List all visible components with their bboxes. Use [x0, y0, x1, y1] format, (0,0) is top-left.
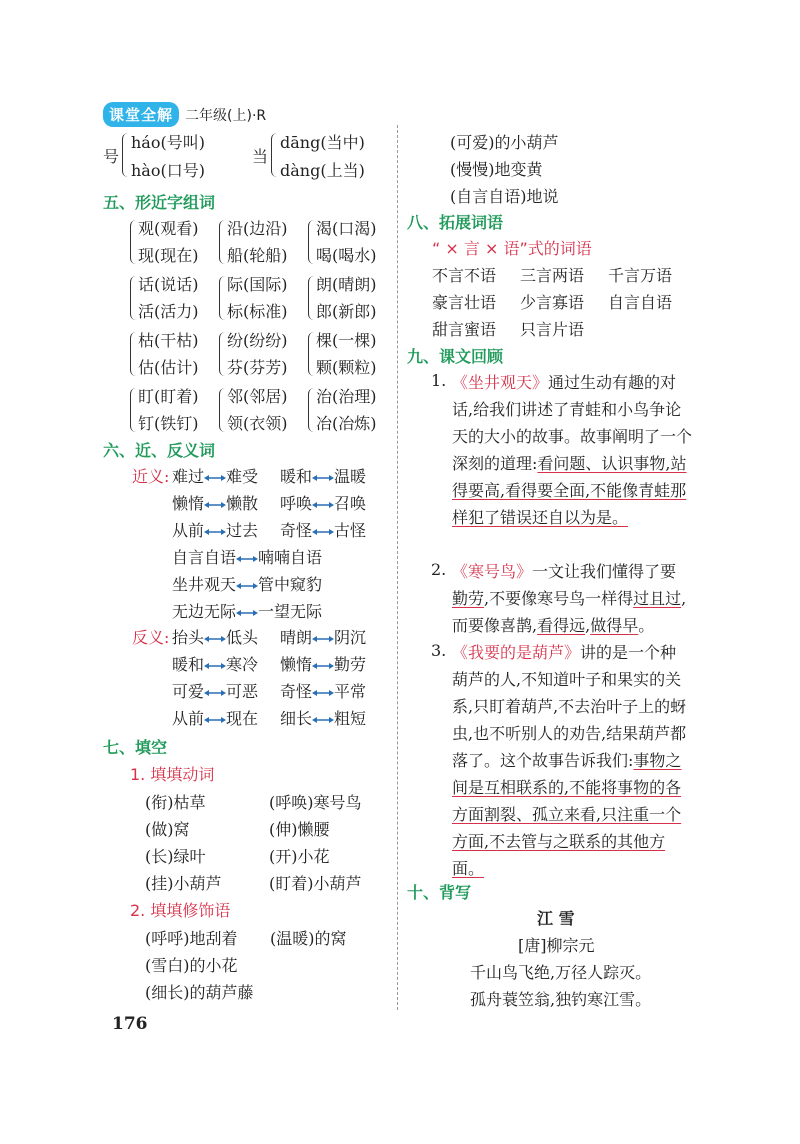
- word: 懒惰: [172, 494, 205, 513]
- similar-char-word: 纷(纷纷): [227, 331, 288, 350]
- double-arrow-icon: [204, 473, 226, 483]
- word: 喃喃自语: [258, 548, 323, 567]
- poem-title: 江 雪: [537, 909, 575, 928]
- word-pair: [280, 706, 366, 729]
- modifier-fill: (自言自语)地说: [450, 187, 559, 206]
- word: 晴朗: [280, 628, 313, 647]
- review-key-point: 勤劳: [452, 589, 485, 608]
- double-arrow-icon: [204, 634, 226, 644]
- section-7-title: 七、填空: [103, 738, 168, 757]
- verb-fill: (长)绿叶: [145, 847, 206, 866]
- brace: [308, 220, 315, 264]
- section-5-title: 五、形近字组词: [103, 193, 216, 212]
- similar-char-word: 估(估计): [138, 358, 199, 377]
- similar-char-word: 治(治理): [316, 387, 377, 406]
- idiom-word: 自言自语: [608, 293, 673, 312]
- double-arrow-icon: [312, 688, 334, 698]
- word-pair: [280, 518, 366, 541]
- brace: [130, 388, 137, 432]
- word: 平常: [334, 682, 367, 701]
- modifier-fill: (雪白)的小花: [145, 956, 238, 975]
- word-pair: [172, 518, 258, 541]
- double-arrow-icon: [204, 661, 226, 671]
- brace: [122, 133, 129, 177]
- synonym-label: 近义:: [132, 467, 170, 486]
- word-pair: [172, 572, 322, 595]
- review-num-3: 3.: [431, 641, 447, 660]
- review-key-point: 看得远: [537, 616, 586, 635]
- word: 低头: [226, 628, 259, 647]
- word-pair: [280, 491, 366, 514]
- poly-char-dang: 当: [252, 147, 269, 166]
- poly-dang-a: dāng(当中): [280, 133, 365, 152]
- similar-char-word: 盯(盯着): [138, 387, 199, 406]
- idiom-word: 少言寡语: [520, 293, 585, 312]
- brace: [219, 220, 226, 264]
- sub-modifiers: 2. 填填修饰语: [130, 901, 231, 920]
- word: 勤劳: [334, 655, 367, 674]
- review-num-1: 1.: [431, 371, 447, 390]
- brace: [308, 332, 315, 376]
- word: 难受: [226, 467, 259, 486]
- review-paragraph-1: [452, 369, 692, 531]
- word: 温暖: [334, 467, 367, 486]
- similar-char-word: 现(现在): [138, 246, 199, 265]
- poem-line-2: 孤舟蓑笠翁,独钓寒江雪。: [470, 990, 652, 1009]
- modifier-fill: (细长)的葫芦藤: [145, 983, 254, 1002]
- similar-char-word: 朗(晴朗): [316, 275, 377, 294]
- double-arrow-icon: [312, 661, 334, 671]
- brace: [130, 276, 137, 320]
- sub-idiom-pattern: “ × 言 × 语”式的词语: [432, 239, 592, 258]
- brace: [219, 388, 226, 432]
- poly-char-hao: 号: [103, 147, 120, 166]
- similar-char-word: 芬(芬芳): [227, 358, 288, 377]
- review-key-point: 过且过: [633, 589, 682, 608]
- page-header: [103, 102, 266, 127]
- word-pair: [172, 706, 258, 729]
- review-text: 通过生动有趣的对话,给我们讲述了青蛙和小鸟争论天的大小的故事。故事阐明了一个深刻的道理:: [452, 373, 693, 473]
- word: 现在: [226, 709, 259, 728]
- verb-fill: (开)小花: [269, 847, 330, 866]
- word: 可恶: [226, 682, 259, 701]
- verb-fill: (伸)懒腰: [269, 820, 330, 839]
- word: 召唤: [334, 494, 367, 513]
- review-num-2: 2.: [431, 560, 447, 579]
- verb-fill: (盯着)小葫芦: [269, 874, 362, 893]
- word: 懒惰: [280, 655, 313, 674]
- word: 阴沉: [334, 628, 367, 647]
- brace: [219, 332, 226, 376]
- verb-fill: (衔)枯草: [145, 793, 206, 812]
- verb-fill: (做)窝: [145, 820, 190, 839]
- sub-verbs: 1. 填填动词: [130, 765, 215, 784]
- word: 坐井观天: [172, 575, 237, 594]
- book-logo: 课堂全解: [103, 102, 179, 127]
- similar-char-word: 观(观看): [138, 219, 199, 238]
- review-paragraph-2: [452, 558, 692, 639]
- word-pair: [172, 464, 258, 487]
- word: 从前: [172, 709, 205, 728]
- poly-dang-b: dàng(上当): [280, 161, 365, 180]
- word: 寒冷: [226, 655, 259, 674]
- word: 呼唤: [280, 494, 313, 513]
- verb-fill: (呼唤)寒号鸟: [269, 793, 362, 812]
- word: 无边无际: [172, 602, 237, 621]
- idiom-word: 不言不语: [432, 266, 497, 285]
- brace: [130, 220, 137, 264]
- word: 古怪: [334, 521, 367, 540]
- poem-author: [唐]柳宗元: [518, 936, 595, 955]
- idiom-word: 豪言壮语: [432, 293, 497, 312]
- double-arrow-icon: [312, 634, 334, 644]
- poly-hao-b: hào(口号): [131, 161, 205, 180]
- idiom-word: 千言万语: [608, 266, 673, 285]
- word: 管中窥豹: [258, 575, 323, 594]
- word-pair: [172, 652, 258, 675]
- word: 粗短: [334, 709, 367, 728]
- brace: [130, 332, 137, 376]
- section-8-title: 八、拓展词语: [407, 213, 504, 232]
- word-pair: [172, 545, 322, 568]
- word-pair: [172, 491, 258, 514]
- word: 自言自语: [172, 548, 237, 567]
- double-arrow-icon: [204, 500, 226, 510]
- double-arrow-icon: [236, 554, 258, 564]
- review-text: ,: [585, 616, 591, 635]
- modifier-fill: (慢慢)地变黄: [450, 160, 543, 179]
- word: 奇怪: [280, 521, 313, 540]
- similar-char-word: 标(标准): [227, 302, 288, 321]
- antonym-label: 反义:: [132, 628, 170, 647]
- double-arrow-icon: [312, 500, 334, 510]
- brace: [219, 276, 226, 320]
- brace: [271, 133, 278, 177]
- word-pair: [172, 599, 322, 622]
- section-10-title: 十、背写: [407, 883, 472, 902]
- word: 可爱: [172, 682, 205, 701]
- similar-char-word: 颗(颗粒): [316, 358, 377, 377]
- review-key-point: 事物之间是互相联系的,不能将事物的各方面割裂、孤立来看,只注重一个方面,不去管与之联系的其他方面。: [452, 751, 682, 878]
- double-arrow-icon: [204, 715, 226, 725]
- review-text: ,而要像喜鹊,: [452, 589, 687, 635]
- grade-label: 二年级(上)·R: [185, 107, 267, 124]
- section-9-title: 九、课文回顾: [407, 347, 504, 366]
- word-pair: [280, 625, 366, 648]
- word: 暖和: [172, 655, 205, 674]
- brace: [308, 276, 315, 320]
- modifier-fill: (呼呼)地刮着: [145, 929, 238, 948]
- similar-char-word: 领(衣领): [227, 414, 288, 433]
- double-arrow-icon: [204, 688, 226, 698]
- review-text: 一文让我们懂得了要: [532, 562, 677, 581]
- similar-char-word: 船(轮船): [227, 246, 288, 265]
- similar-char-word: 郎(新郎): [316, 302, 377, 321]
- word: 奇怪: [280, 682, 313, 701]
- section-6-title: 六、近、反义词: [103, 441, 216, 460]
- review-text: 讲的是一个种葫芦的人,不知道叶子和果实的关系,只盯着葫芦,不去治叶子上的蚜虫,也不听别人的劝告,结果葫芦都落了。这个故事告诉我们:: [452, 643, 687, 770]
- word: 抬头: [172, 628, 205, 647]
- modifier-fill: (温暖)的窝: [270, 929, 347, 948]
- similar-char-word: 沿(边沿): [227, 219, 288, 238]
- word: 从前: [172, 521, 205, 540]
- idiom-word: 只言片语: [520, 320, 585, 339]
- double-arrow-icon: [236, 581, 258, 591]
- similar-char-word: 渴(口渴): [316, 219, 377, 238]
- word-pair: [280, 679, 366, 702]
- similar-char-word: 际(国际): [227, 275, 288, 294]
- word: 一望无际: [258, 602, 323, 621]
- double-arrow-icon: [312, 715, 334, 725]
- similar-char-word: 枯(干枯): [138, 331, 199, 350]
- word: 过去: [226, 521, 259, 540]
- similar-char-word: 喝(喝水): [316, 246, 377, 265]
- review-key-point: 做得早: [590, 616, 639, 635]
- review-text: ,不要像寒号鸟一样得: [484, 589, 634, 608]
- word: 细长: [280, 709, 313, 728]
- word: 懒散: [226, 494, 259, 513]
- poem-line-1: 千山鸟飞绝,万径人踪灭。: [470, 963, 652, 982]
- word-pair: [280, 652, 366, 675]
- idiom-word: 三言两语: [520, 266, 585, 285]
- double-arrow-icon: [312, 527, 334, 537]
- word: 难过: [172, 467, 205, 486]
- double-arrow-icon: [204, 527, 226, 537]
- book-title: 《我要的是葫芦》: [452, 643, 581, 662]
- brace: [308, 388, 315, 432]
- verb-fill: (挂)小葫芦: [145, 874, 222, 893]
- word: 暖和: [280, 467, 313, 486]
- book-title: 《寒号鸟》: [452, 562, 533, 581]
- similar-char-word: 话(说话): [138, 275, 199, 294]
- similar-char-word: 钉(铁钉): [138, 414, 199, 433]
- review-text: 。: [638, 616, 655, 635]
- word-pair: [172, 625, 258, 648]
- similar-char-word: 活(活力): [138, 302, 199, 321]
- book-title: 《坐井观天》: [452, 373, 549, 392]
- idiom-word: 甜言蜜语: [432, 320, 497, 339]
- word-pair: [172, 679, 258, 702]
- review-key-point: 看问题、认识事物,站得要高,看得要全面,不能像青蛙那样犯了错误还自以为是。: [452, 454, 687, 527]
- review-paragraph-3: [452, 639, 692, 882]
- double-arrow-icon: [312, 473, 334, 483]
- column-divider: [397, 125, 398, 1010]
- double-arrow-icon: [236, 608, 258, 618]
- word-pair: [280, 464, 366, 487]
- page-number: 176: [112, 1014, 148, 1034]
- similar-char-word: 棵(一棵): [316, 331, 377, 350]
- poly-hao-a: háo(号叫): [131, 133, 205, 152]
- similar-char-word: 邻(邻居): [227, 387, 288, 406]
- similar-char-word: 冶(冶炼): [316, 414, 377, 433]
- modifier-fill: (可爱)的小葫芦: [450, 133, 559, 152]
